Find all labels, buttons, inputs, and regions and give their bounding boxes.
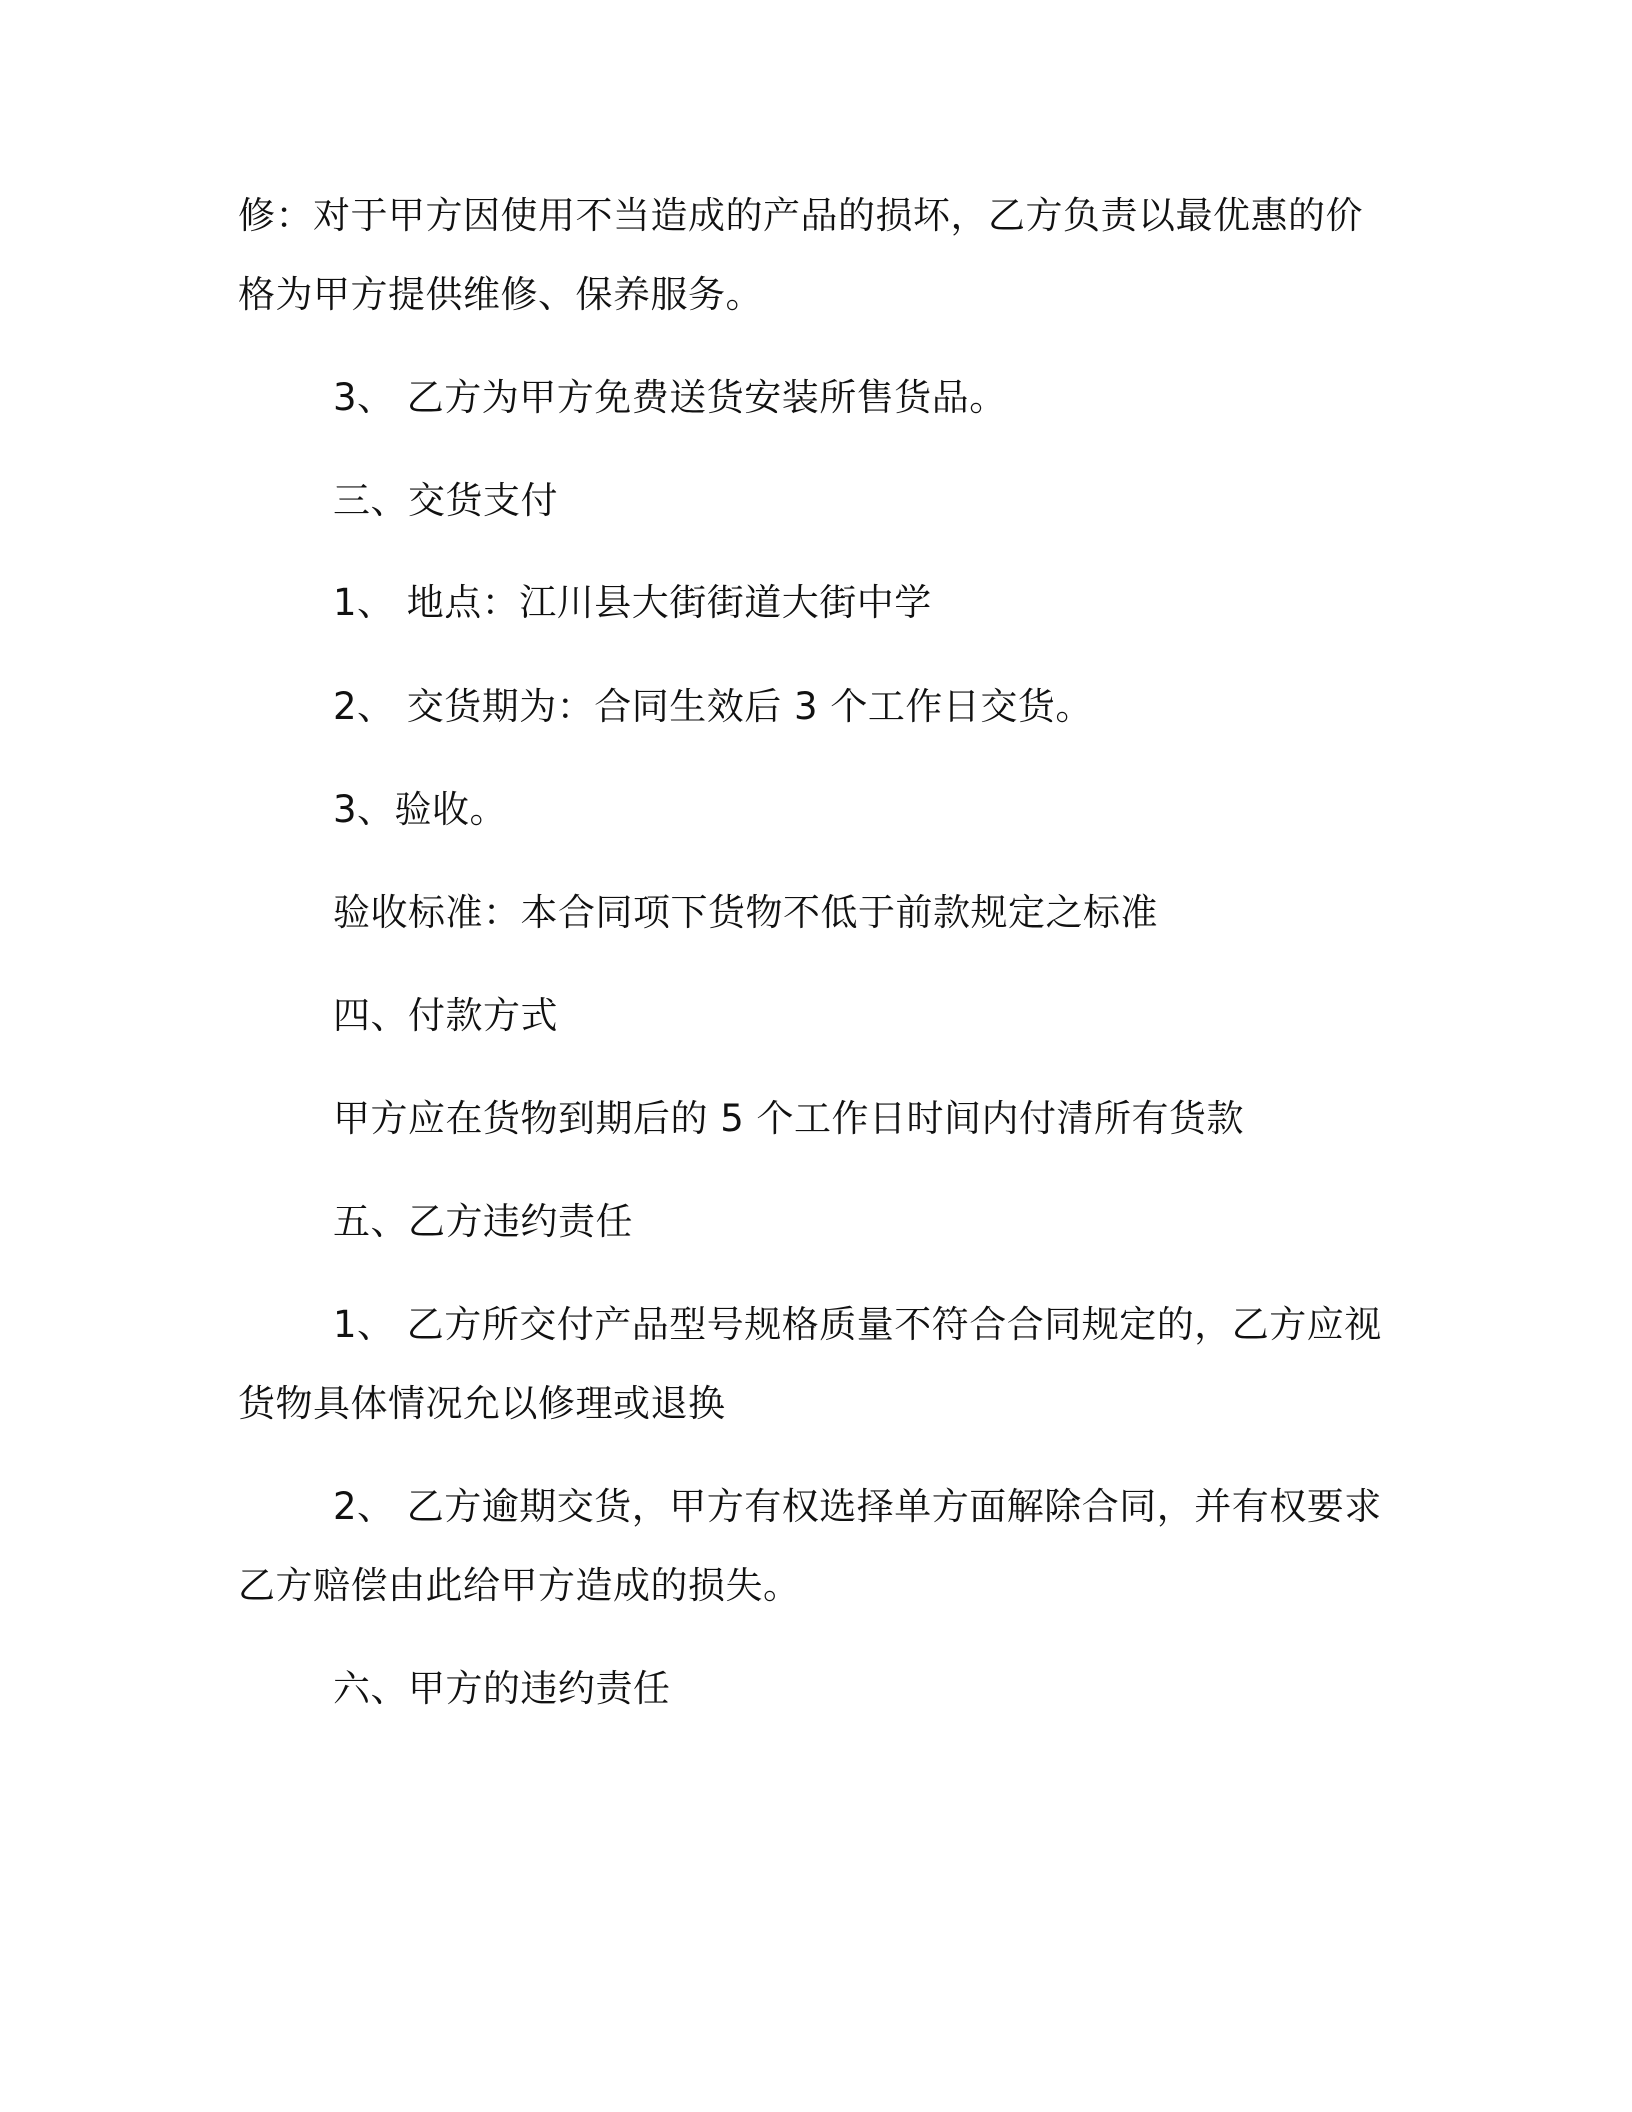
paragraph-5: 2、 交货期为：合同生效后 3 个工作日交货。 — [333, 685, 1093, 728]
section-heading-6: 六、甲方的违约责任 — [333, 1667, 671, 1710]
paragraph-7: 验收标准：本合同项下货物不低于前款规定之标准 — [333, 891, 1158, 934]
paragraph-11-line-2: 货物具体情况允以修理或退换 — [238, 1382, 726, 1425]
section-heading-5: 五、乙方违约责任 — [333, 1200, 633, 1243]
paragraph-11-line-1: 1、 乙方所交付产品型号规格质量不符合合同规定的，乙方应视 — [333, 1303, 1382, 1346]
paragraph-4: 1、 地点：江川县大街街道大街中学 — [333, 581, 932, 624]
paragraph-1-line-1: 修：对于甲方因使用不当造成的产品的损坏，乙方负责以最优惠的价 — [238, 194, 1363, 237]
paragraph-6: 3、验收。 — [333, 788, 508, 831]
paragraph-12-line-1: 2、 乙方逾期交货，甲方有权选择单方面解除合同，并有权要求 — [333, 1485, 1382, 1528]
paragraph-2: 3、 乙方为甲方免费送货安装所售货品。 — [333, 376, 1007, 419]
section-heading-3: 三、交货支付 — [333, 479, 558, 522]
paragraph-9: 甲方应在货物到期后的 5 个工作日时间内付清所有货款 — [333, 1097, 1245, 1140]
paragraph-12-line-2: 乙方赔偿由此给甲方造成的损失。 — [238, 1564, 801, 1607]
section-heading-4: 四、付款方式 — [333, 994, 558, 1037]
paragraph-1-line-2: 格为甲方提供维修、保养服务。 — [238, 273, 763, 316]
